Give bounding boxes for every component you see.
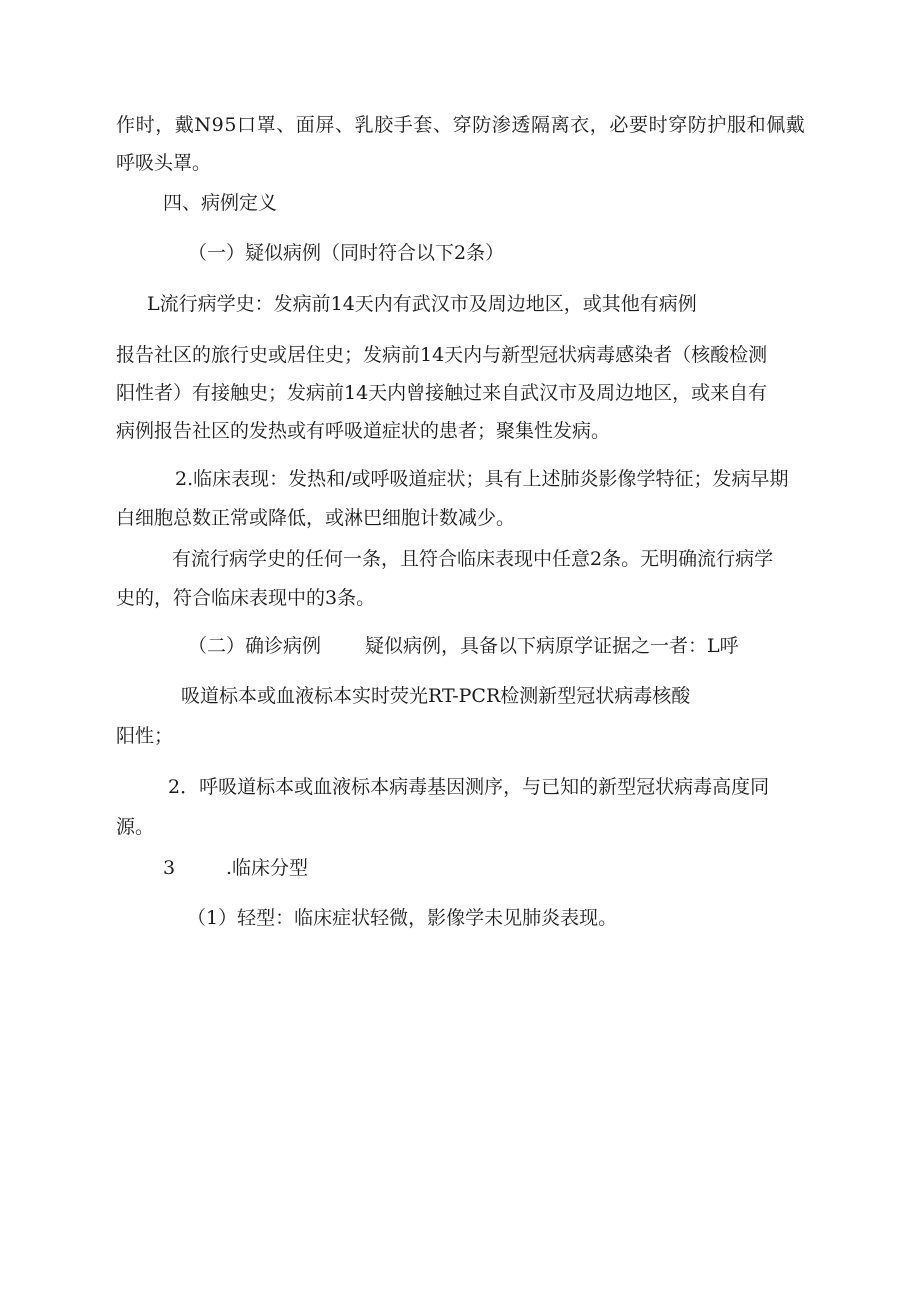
evidence-2-line-1: 2．呼吸道标本或血液标本病毒基因测序，与已知的新型冠状病毒高度同 [168, 776, 770, 798]
clinical-line-1: 2.临床表现：发热和/或呼吸道症状；具有上述肺炎影像学特征；发病早期 [175, 468, 789, 490]
ppe-line-2: 呼吸头罩。 [116, 152, 212, 174]
epi-history-line-3: 阳性者）有接触史；发病前14天内曾接触过来自武汉市及周边地区，或来自有 [116, 382, 768, 404]
criteria-line-1: 有流行病学史的任何一条，且符合临床表现中任意2条。无明确流行病学 [172, 548, 774, 570]
confirmed-case-text: 疑似病例，具备以下病原学证据之一者：L呼 [365, 635, 739, 657]
criteria-line-2: 史的，符合临床表现中的3条。 [116, 587, 376, 609]
mild-type-text: （1）轻型：临床症状轻微，影像学未见肺炎表现。 [187, 907, 618, 929]
suspected-case-heading: （一）疑似病例（同时符合以下2条） [188, 242, 505, 264]
ppe-line-1: 作时，戴N95口罩、面屏、乳胶手套、穿防渗透隔离衣，必要时穿防护服和佩戴 [116, 114, 806, 136]
epi-history-line-4: 病例报告社区的发热或有呼吸道症状的患者；聚集性发病。 [116, 420, 611, 442]
evidence-1-line-2: 阳性； [116, 725, 174, 747]
evidence-1-line-1: 吸道标本或血液标本实时荧光RT-PCR检测新型冠状病毒核酸 [181, 685, 691, 707]
epi-history-line-1: L流行病学史：发病前14天内有武汉市及周边地区，或其他有病例 [147, 293, 697, 315]
section-4-heading: 四、病例定义 [163, 192, 278, 214]
evidence-2-line-2: 源。 [116, 816, 155, 838]
epi-history-line-2: 报告社区的旅行史或居住史；发病前14天内与新型冠状病毒感染者（核酸检测 [116, 344, 768, 366]
clinical-typing-number: 3 [163, 857, 176, 879]
clinical-line-2: 白细胞总数正常或降低，或淋巴细胞计数减少。 [116, 507, 516, 529]
confirmed-case-heading: （二）确诊病例 [188, 635, 322, 657]
clinical-typing-heading: .临床分型 [226, 857, 309, 879]
